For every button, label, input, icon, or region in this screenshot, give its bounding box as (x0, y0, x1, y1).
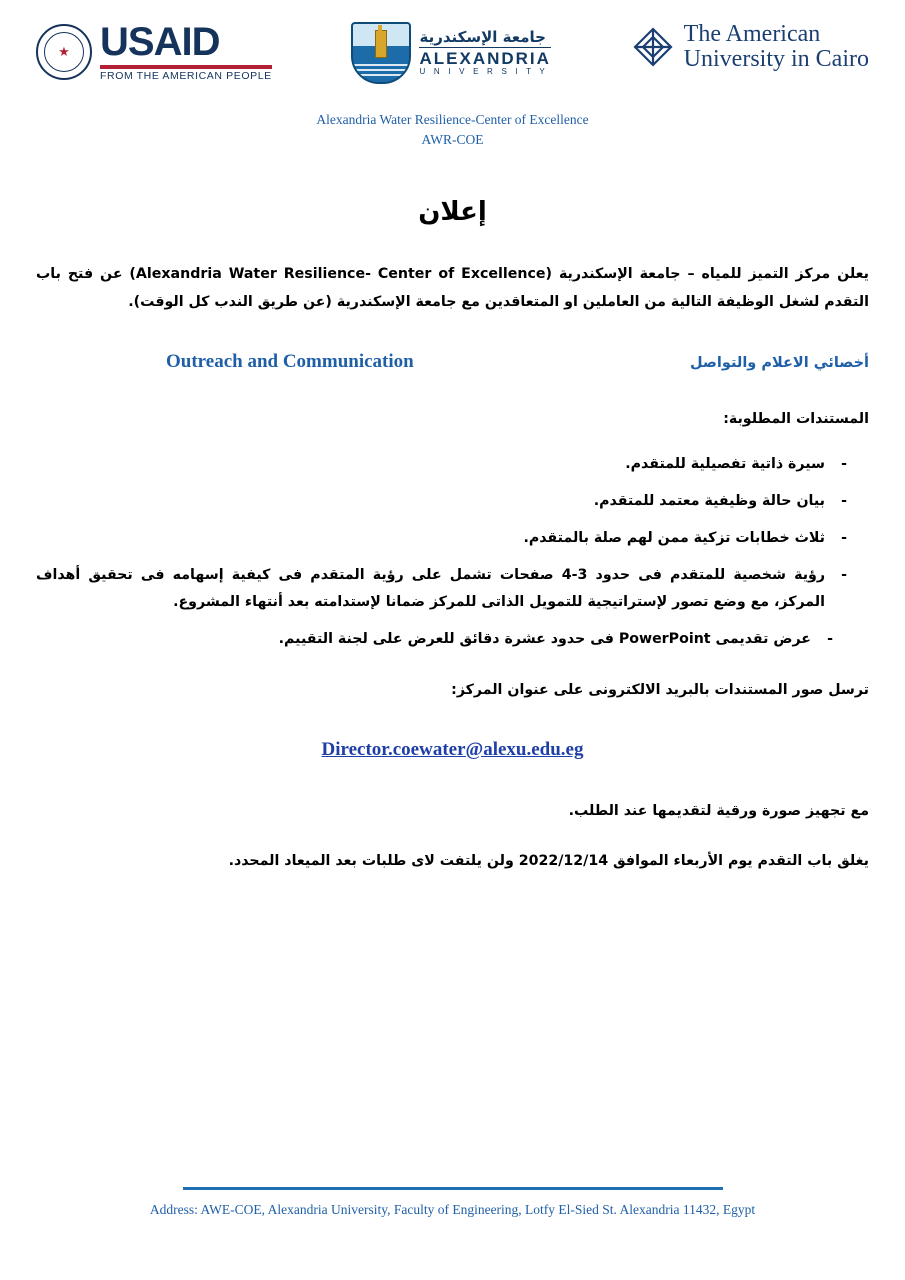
usaid-red-rule (100, 65, 272, 69)
usaid-wordmark: USAID (100, 20, 220, 64)
intro-paragraph: يعلن مركز التميز للمياه – جامعة الإسكندرية (Alexandria Water Resilience- Center of Excellence) عن فتح باب التقدم لشغل الوظيفة التالية من العاملين او المتعاقدين مع جامعة الإسكندرية (عن طريق الندب كل الوقت). (36, 266, 870, 310)
list-item: - رؤية شخصية للمتقدم فى حدود 3-4 صفحات تشمل على رؤية المتقدم فى كيفية إسهامه فى تحقيق أهداف المركز، مع وضع تصور لإستراتيجية للتمويل الذاتى للمركز ضمانا لإستدامته بعد أنتهاء المشروع. (36, 562, 851, 616)
deadline-note: يغلق باب التقدم يوم الأربعاء الموافق 2022/12/14 ولن يلتفت لاى طلبات بعد الميعاد المحدد. (228, 852, 869, 869)
job-title-row (36, 343, 869, 380)
alexandria-crest-icon (351, 22, 411, 84)
auc-line-1: The American (683, 21, 821, 47)
list-item: - ثلاث خطابات تزكية ممن لهم صلة بالمتقدم. (36, 525, 851, 552)
requirements-list (36, 451, 869, 653)
usaid-logo (36, 22, 272, 82)
job-title-english: Outreach and Communication (166, 350, 414, 372)
coe-caption (36, 110, 869, 149)
hardcopy-note: مع تجهيز صورة ورقية لتقديمها عند الطلب. (568, 802, 869, 819)
footer-address: Address: AWE-COE, Alexandria University, Faculty of Engineering, Lotfy El-Sied St. Alexandria 11432, Egypt (149, 1202, 756, 1217)
send-documents-line: ترسل صور المستندات بالبريد الالكترونى على عنوان المركز: (451, 682, 869, 699)
page-footer (0, 1187, 905, 1218)
alexandria-university-word: U N I V E R S I T Y (419, 67, 548, 77)
list-item: - بيان حالة وظيفية معتمد للمتقدم. (36, 488, 851, 515)
email-line (36, 731, 869, 768)
list-item: - سيرة ذاتية تفصيلية للمتقدم. (36, 451, 851, 478)
coe-caption-line-1: Alexandria Water Resilience-Center of Excellence (316, 112, 589, 127)
usaid-tagline: FROM THE AMERICAN PEOPLE (100, 70, 272, 82)
documents-required-label: المستندات المطلوبة: (723, 410, 869, 427)
job-title-arabic: أخصائي الاعلام والتواصل (689, 354, 869, 371)
auc-mark-icon (631, 25, 675, 69)
logo-header (36, 0, 869, 84)
alexandria-name-arabic: جامعة الإسكندرية (419, 27, 546, 46)
document-body (36, 261, 869, 875)
auc-line-2: University in Cairo (683, 46, 869, 73)
usaid-seal-icon: ★ (36, 24, 92, 80)
coe-caption-line-2: AWR-COE (421, 131, 484, 147)
alexandria-name-english: ALEXANDRIA (419, 49, 551, 69)
page-title: إعلان (418, 197, 487, 228)
footer-divider (183, 1187, 723, 1190)
list-item: - عرض تقديمى PowerPoint فى حدود عشرة دقائق للعرض على لجنة التقييم. (36, 626, 851, 653)
auc-logo (631, 22, 869, 72)
email-link[interactable]: Director.coewater@alexu.edu.eg (321, 738, 584, 760)
alexandria-university-logo (351, 22, 550, 84)
